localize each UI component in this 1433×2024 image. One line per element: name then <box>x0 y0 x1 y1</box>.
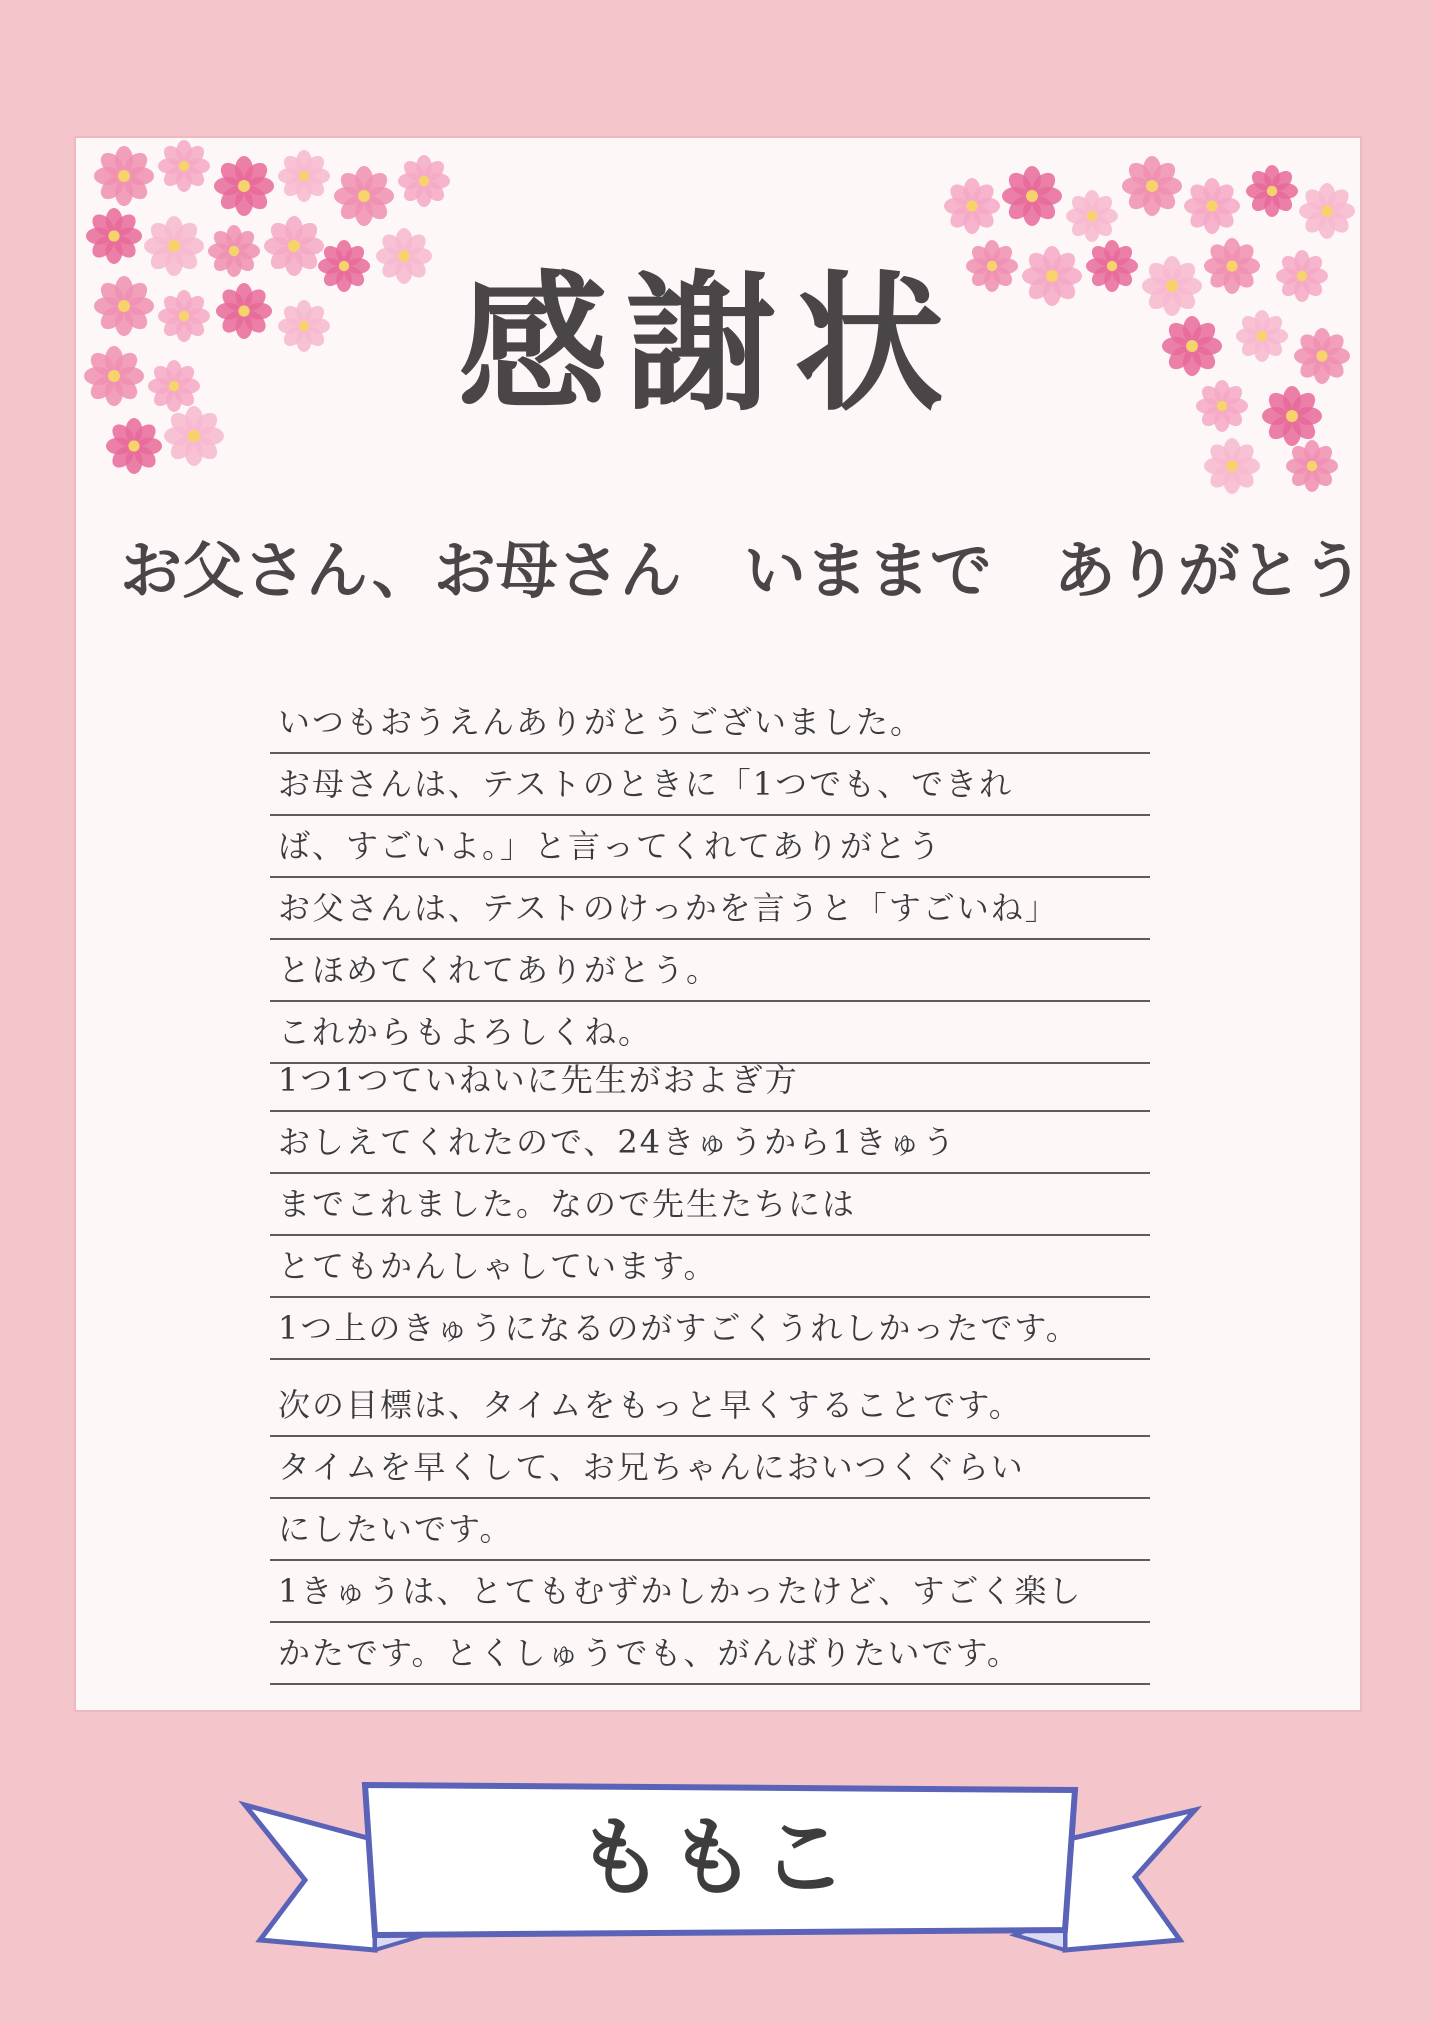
cosmos-flower-icon <box>1236 310 1288 362</box>
signature-name: ももこ <box>577 1808 853 1908</box>
cosmos-flower-icon <box>1246 165 1298 217</box>
letter-line: お父さんは、テストのけっかを言うと「すごいね」 <box>270 878 1150 940</box>
cosmos-flower-icon <box>1262 386 1322 446</box>
ribbon-right-tail <box>1065 1810 1195 1950</box>
letter-line: おしえてくれたので、24きゅうから1きゅう <box>270 1112 1150 1174</box>
cosmos-flower-icon <box>214 156 274 216</box>
letter-line: これからもよろしくね。 <box>270 1002 1150 1064</box>
certificate-subtitle: お父さん、お母さん いままで ありがとう <box>120 534 1364 607</box>
cosmos-flower-icon <box>86 208 142 264</box>
letter-line: タイムを早くして、お兄ちゃんにおいつくぐらい <box>270 1437 1150 1499</box>
letter-line: かたです。とくしゅうでも、がんばりたいです。 <box>270 1623 1150 1685</box>
cosmos-flower-icon <box>148 360 200 412</box>
cosmos-flower-icon <box>1066 190 1118 242</box>
cosmos-flower-icon <box>334 166 394 226</box>
cosmos-flower-icon <box>1286 440 1338 492</box>
cosmos-flower-icon <box>398 155 450 207</box>
cosmos-flower-icon <box>158 290 210 342</box>
cosmos-flower-icon <box>1142 256 1202 316</box>
letter-line: ば、すごいよ。」と言ってくれてありがとう <box>270 816 1150 878</box>
cosmos-flower-icon <box>1162 316 1222 376</box>
cosmos-flower-icon <box>1184 178 1240 234</box>
cosmos-flower-icon <box>84 346 144 406</box>
cosmos-flower-icon <box>1204 438 1260 494</box>
cosmos-flower-icon <box>208 225 260 277</box>
letter-paragraph-1 <box>270 692 1150 1064</box>
letter-paragraph-2 <box>270 1050 1150 1360</box>
letter-line: 次の目標は、タイムをもっと早くすることです。 <box>270 1375 1150 1437</box>
cosmos-flower-icon <box>278 300 330 352</box>
cosmos-flower-icon <box>318 240 370 292</box>
cosmos-flower-icon <box>158 140 210 192</box>
letter-line: 1つ1つていねいに先生がおよぎ方 <box>270 1050 1150 1112</box>
letter-line: にしたいです。 <box>270 1499 1150 1561</box>
cosmos-flower-icon <box>1196 380 1248 432</box>
cosmos-flower-icon <box>164 406 224 466</box>
letter-line: いつもおうえんありがとうございました。 <box>270 692 1150 754</box>
cosmos-flower-icon <box>94 276 154 336</box>
cosmos-flower-icon <box>1276 250 1328 302</box>
cosmos-flower-icon <box>1122 156 1182 216</box>
letter-line: までこれました。なので先生たちには <box>270 1174 1150 1236</box>
cosmos-flower-icon <box>1086 240 1138 292</box>
cosmos-flower-icon <box>94 146 154 206</box>
certificate-title: 感謝状 <box>457 258 962 432</box>
cosmos-flower-icon <box>216 283 272 339</box>
cosmos-flower-icon <box>1294 328 1350 384</box>
cosmos-flower-icon <box>944 178 1000 234</box>
letter-line: お母さんは、テストのときに「1つでも、できれ <box>270 754 1150 816</box>
letter-line: とてもかんしゃしています。 <box>270 1236 1150 1298</box>
cosmos-flower-icon <box>1002 166 1062 226</box>
letter-line: 1きゅうは、とてもむずかしかったけど、すごく楽し <box>270 1561 1150 1623</box>
ribbon-left-tail <box>245 1805 375 1950</box>
cosmos-flower-icon <box>1204 238 1260 294</box>
cosmos-flower-icon <box>264 216 324 276</box>
cosmos-flower-icon <box>1299 183 1355 239</box>
letter-paragraph-3 <box>270 1375 1150 1685</box>
cosmos-flower-icon <box>278 150 330 202</box>
letter-line: とほめてくれてありがとう。 <box>270 940 1150 1002</box>
cosmos-flower-icon <box>106 418 162 474</box>
letter-line: 1つ上のきゅうになるのがすごくうれしかったです。 <box>270 1298 1150 1360</box>
cosmos-flower-icon <box>144 216 204 276</box>
